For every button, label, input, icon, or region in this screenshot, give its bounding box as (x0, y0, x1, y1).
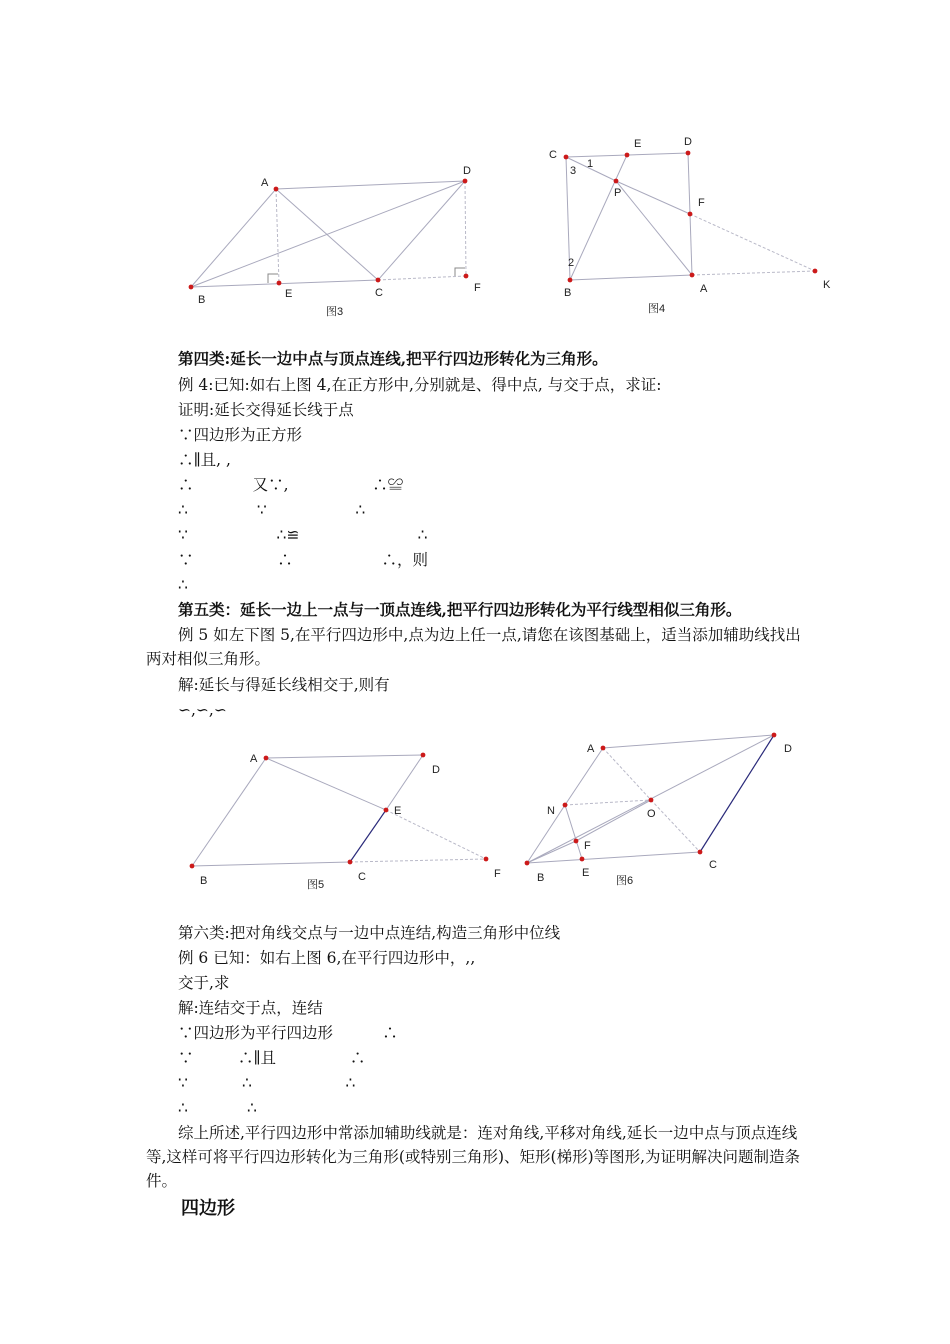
figure-5-diagram (180, 740, 510, 895)
fig6-label-o: O (647, 808, 656, 820)
fig3-label-d: D (463, 165, 471, 177)
fig6-label-c: C (709, 859, 717, 871)
section4-step: ∴ ∵ ∴ (178, 501, 366, 519)
fig3-label-b: B (198, 294, 206, 306)
fig4-caption: 图4 (648, 303, 666, 315)
section4-step: ∴ 又∵, ∴≌ (178, 476, 404, 494)
section5-solution: 解:延长与得延长线相交于,则有 (178, 676, 390, 694)
fig6-label-e: E (582, 867, 590, 879)
fig3-label-c: C (375, 287, 383, 299)
fig4-label-angle3: 3 (570, 165, 577, 177)
fig4-label-p: P (614, 187, 622, 199)
fig5-label-a: A (250, 753, 258, 765)
section4-title: 第四类:延长一边中点与顶点连线,把平行四边形转化为三角形。 (178, 349, 608, 368)
figure-3 (170, 150, 500, 325)
section6-example-cont: 交于,求 (178, 974, 230, 992)
fig4-label-d: D (684, 136, 692, 148)
figure-6-diagram (515, 728, 805, 893)
summary-paragraph: 综上所述,平行四边形中常添加辅助线就是：连对角线,平移对角线,延长一边中点与顶点连线等,这样可将平行四边形转化为三角形(或特别三角形)、矩形(梯形)等图形,为证明解决问题制造条件。 (146, 1124, 801, 1190)
section4-step: ∵ ∴≌ ∴ (178, 526, 428, 544)
fig3-label-f: F (474, 282, 481, 294)
fig5-caption: 图5 (307, 879, 325, 891)
fig5-label-b: B (200, 875, 208, 887)
fig4-label-e: E (634, 138, 642, 150)
fig6-label-a: A (587, 743, 595, 755)
fig4-label-angle2: 2 (568, 257, 575, 269)
footer-heading: 四边形 (181, 1198, 235, 1219)
figure-4-diagram (540, 130, 840, 320)
section4-step: ∵ ∴ ∴，则 (178, 551, 428, 569)
section6-step: ∵ ∴∥且 ∴ (178, 1049, 366, 1067)
fig5-label-c: C (358, 871, 366, 883)
fig6-caption: 图6 (616, 875, 634, 887)
section6-title: 第六类:把对角线交点与一边中点连结,构造三角形中位线 (178, 924, 561, 942)
fig5-label-f: F (494, 868, 501, 880)
section4-step: ∵四边形为正方形 (178, 426, 303, 444)
section5-example: 例 5 如左下图 5,在平行四边形中,点为边上任一点,请您在该图基础上，适当添加辅助线找出两对相似三角形。 (146, 626, 801, 668)
section4-example: 例 4:已知:如右上图 4,在正方形中,分别就是、得中点, 与交于点，求证: (178, 376, 662, 394)
section6-solution: 解:连结交于点，连结 (178, 999, 323, 1017)
fig3-caption: 图3 (326, 306, 344, 318)
fig4-label-angle1: 1 (587, 158, 594, 170)
fig4-label-a: A (700, 283, 708, 295)
section4-step: ∴∥且, , (178, 451, 231, 469)
section6-example: 例 6 已知：如右上图 6,在平行四边形中，,, (178, 949, 476, 967)
section4-step: ∴ (178, 576, 188, 594)
figure-3-diagram (170, 150, 500, 325)
fig6-label-d: D (784, 743, 792, 755)
section6-step: ∴ ∴ (178, 1099, 257, 1117)
fig5-label-e: E (394, 805, 402, 817)
fig5-label-d: D (432, 764, 440, 776)
fig3-label-e: E (285, 288, 293, 300)
section6-step: ∵ ∴ ∴ (178, 1074, 356, 1092)
fig4-label-f: F (698, 197, 705, 209)
figure-4 (540, 130, 840, 320)
fig4-label-c: C (549, 149, 557, 161)
fig3-label-a: A (261, 177, 269, 189)
section6-step: ∵四边形为平行四边形 ∴ (178, 1024, 398, 1042)
figure-6 (515, 728, 805, 893)
section5-title: 第五类：延长一边上一点与一顶点连线,把平行四边形转化为平行线型相似三角形。 (178, 600, 742, 619)
fig6-label-n: N (547, 805, 555, 817)
fig6-label-f: F (584, 840, 591, 852)
figure-5 (180, 740, 510, 895)
section4-proof-intro: 证明:延长交得延长线于点 (178, 401, 354, 419)
fig6-label-b: B (537, 872, 545, 884)
section5-result: ∽,∽,∽ (178, 701, 227, 719)
fig4-label-k: K (823, 279, 831, 291)
fig4-label-b: B (564, 287, 572, 299)
